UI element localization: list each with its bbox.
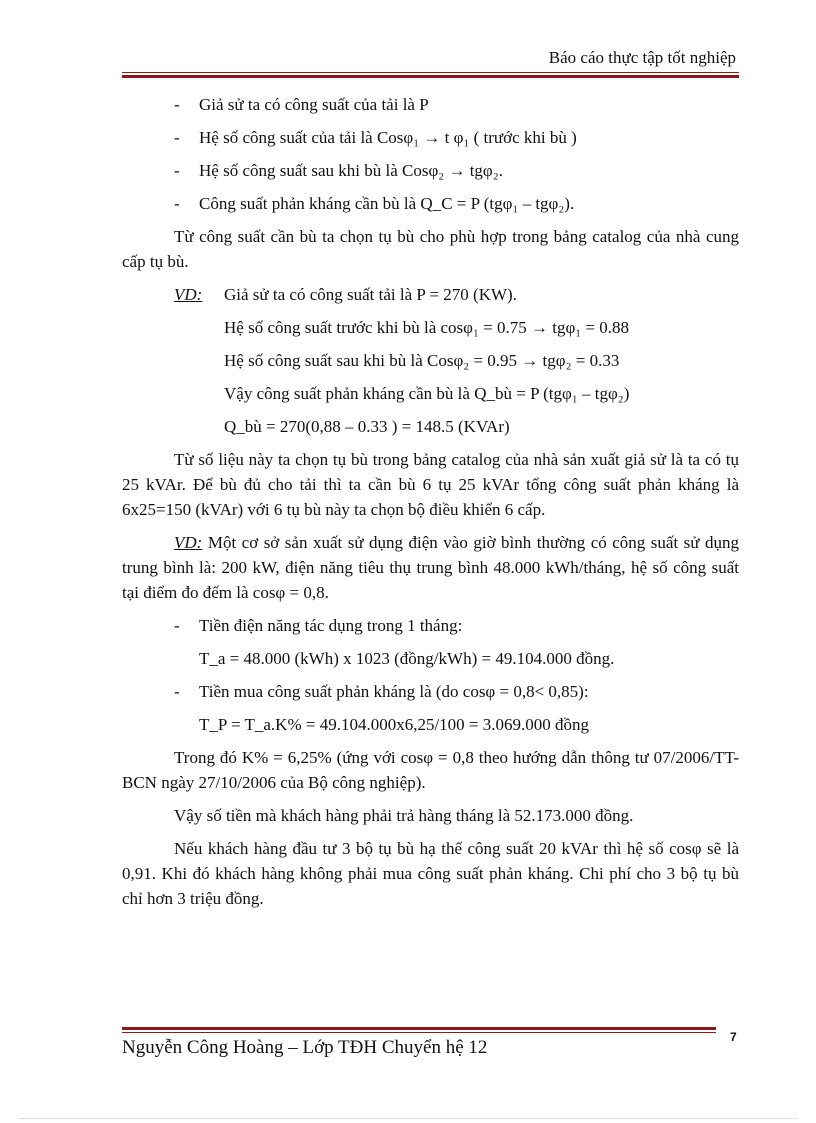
paragraph [122, 745, 739, 795]
bullet-text: Giả sử ta có công suất của tải là P [199, 95, 429, 114]
formula-line: T_P = T_a.K% = 49.104.000x6,25/100 = 3.069.000 đồng [199, 715, 590, 734]
example-line: Hệ số công suất sau khi bù là Cosφ₂ = 0.95 → tgφ₂ = 0.33 [224, 351, 620, 370]
paragraph-text: Từ số liệu này ta chọn tụ bù trong bảng catalog của nhà sản xuất giả sử là ta có tụ 25 kVAr. Để bù đủ cho tải thì ta cần bù 6 tụ 25 kVAr tổng công suất phản kháng là 6x25=150 (kVAr) với 6 tụ bù này ta chọn bộ điều khiển 6 cấp. [122, 450, 739, 519]
paragraph-text: Nếu khách hàng đầu tư 3 bộ tụ bù hạ thế công suất 20 kVAr thì hệ số cosφ sẽ là 0,91. Khi đó khách hàng không phải mua công suất phản kháng. Chi phí cho 3 bộ tụ bù chỉ hơn 3 triệu đồng. [122, 839, 739, 908]
bullet-text: Tiền mua công suất phản kháng là (do cosφ = 0,8< 0,85): [199, 682, 589, 701]
example-line: Vậy công suất phản kháng cần bù là Q_bù = P (tgφ₁ – tgφ₂) [224, 384, 630, 403]
bullet-dash: - [174, 194, 180, 213]
bullet-dash: - [174, 128, 180, 147]
paragraph [122, 836, 739, 911]
bullet-item [174, 92, 739, 117]
paragraph-text: Từ công suất cần bù ta chọn tụ bù cho phù hợp trong bảng catalog của nhà cung cấp tụ bù. [122, 227, 739, 271]
bullet-text: Tiền điện năng tác dụng trong 1 tháng: [199, 616, 463, 635]
formula-line: T_a = 48.000 (kWh) x 1023 (đồng/kWh) = 49.104.000 đồng. [199, 649, 615, 668]
bullet-item [174, 613, 739, 638]
bullet-text: Hệ số công suất của tải là Cosφ₁ → t φ₁ ( trước khi bù ) [199, 128, 577, 147]
bullet-item [174, 125, 739, 150]
footer-author: Nguyễn Công Hoàng – Lớp TĐH Chuyển hệ 12 [122, 1037, 488, 1058]
page-number: 7 [730, 1030, 737, 1044]
bullet-dash: - [174, 616, 180, 635]
bullet-text: Công suất phản kháng cần bù là Q_C = P (tgφ₁ – tgφ₂). [199, 194, 575, 213]
paragraph-text: Trong đó K% = 6,25% (ứng với cosφ = 0,8 theo hướng dẫn thông tư 07/2006/TT-BCN ngày 27/10/2006 của Bộ công nghiệp). [122, 748, 739, 792]
bullet-dash: - [174, 95, 180, 114]
paragraph-text: Một cơ sở sản xuất sử dụng điện vào giờ bình thường có công suất sử dụng trung bình là: 200 kW, điện năng tiêu thụ trung bình 48.000 kWh/tháng, hệ số công suất tại điểm đo đếm là cosφ = 0,8. [122, 533, 739, 602]
bullet-dash: - [174, 682, 180, 701]
paragraph [122, 530, 739, 605]
bullet-item [174, 191, 739, 216]
bullet-item [174, 679, 739, 704]
example-line: Giả sử ta có công suất tải là P = 270 (KW). [224, 285, 517, 304]
header-rule-thick [122, 75, 739, 78]
bullet-text: Hệ số công suất sau khi bù là Cosφ₂ → tgφ₂. [199, 161, 503, 180]
footer-rule-thin [122, 1032, 716, 1033]
example-label: VD: [174, 285, 203, 304]
page-edge [20, 1118, 796, 1119]
paragraph [122, 803, 739, 828]
example-line: Hệ số công suất trước khi bù là cosφ₁ = 0.75 → tgφ₁ = 0.88 [224, 318, 630, 337]
bullet-dash: - [174, 161, 180, 180]
paragraph-text: Vậy số tiền mà khách hàng phải trả hàng tháng là 52.173.000 đồng. [174, 806, 634, 825]
example-block [174, 282, 739, 439]
example-line: Q_bù = 270(0,88 – 0.33 ) = 148.5 (KVAr) [224, 417, 510, 436]
paragraph [122, 224, 739, 274]
example-label: VD: [174, 533, 203, 552]
header-rule-thin [122, 72, 739, 73]
paragraph [122, 447, 739, 522]
page-body [122, 92, 739, 919]
bullet-item [174, 158, 739, 183]
footer-rule-thick [122, 1027, 716, 1030]
running-header: Báo cáo thực tập tốt nghiệp [548, 48, 736, 67]
